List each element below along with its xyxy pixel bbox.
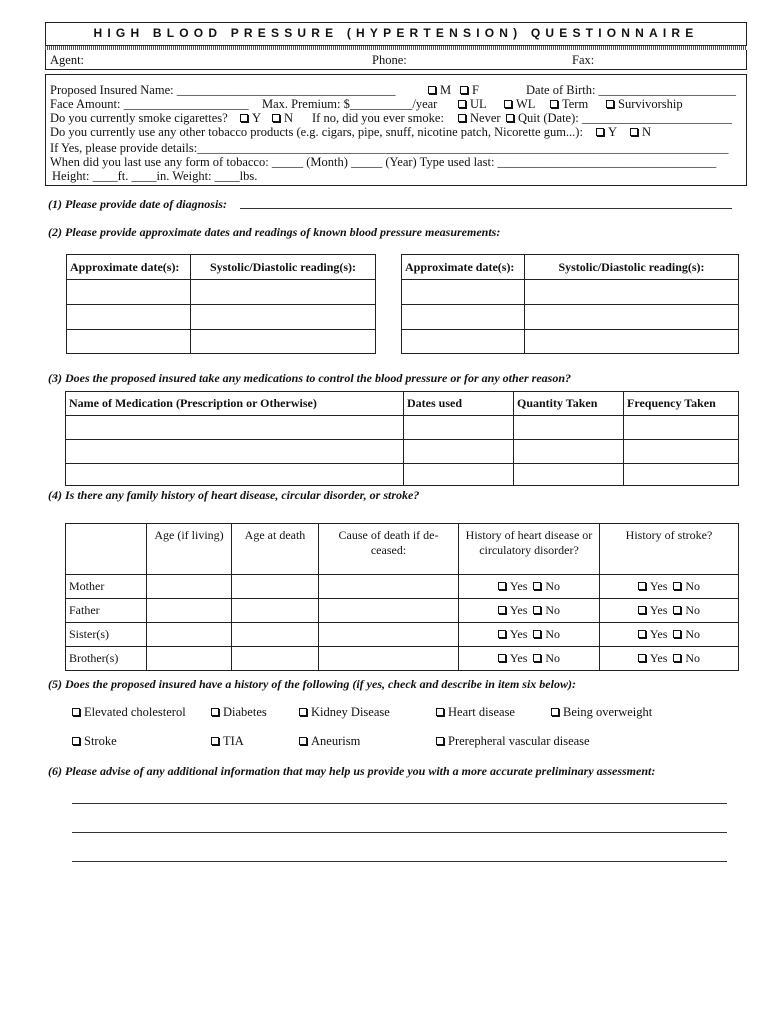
diagnosis-date-line[interactable] — [240, 208, 732, 209]
bp-date-header: Approximate date(s): — [67, 255, 191, 280]
med-cell[interactable] — [624, 440, 739, 464]
checkbox-icon — [240, 114, 248, 122]
bp-cell[interactable] — [67, 280, 191, 305]
checkbox-icon — [638, 582, 646, 590]
never-option[interactable]: Never — [458, 111, 501, 126]
checkbox-icon — [460, 86, 468, 94]
bp-cell[interactable] — [191, 330, 376, 354]
condition-diabetes[interactable]: Diabetes — [211, 705, 267, 720]
checkbox-icon — [498, 630, 506, 638]
checkbox-icon — [498, 606, 506, 614]
checkbox-icon — [436, 708, 444, 716]
family-cell[interactable] — [319, 623, 459, 647]
checkbox-icon — [498, 654, 506, 662]
checkbox-icon — [533, 654, 541, 662]
age-living-header: Age (if living) — [147, 524, 232, 575]
family-cell[interactable] — [147, 599, 232, 623]
fax-field[interactable]: Fax: — [572, 53, 595, 67]
med-name-header: Name of Medication (Prescription or Otherwise) — [66, 392, 404, 416]
med-cell[interactable] — [624, 464, 739, 486]
details-field[interactable]: If Yes, please provide details:_____________________________________________________________________________________ — [50, 141, 729, 155]
condition-vascular[interactable]: Prerepheral vascular disease — [436, 734, 590, 749]
smoke-question: Do you currently smoke cigarettes? — [50, 111, 228, 125]
bp-cell[interactable] — [67, 305, 191, 330]
sex-f-option[interactable]: F — [460, 83, 479, 98]
stroke-yes-no[interactable]: Yes No — [600, 599, 739, 623]
table-row — [66, 647, 739, 671]
insured-info-box — [45, 74, 747, 186]
checkbox-icon — [272, 114, 280, 122]
condition-aneurism[interactable]: Aneurism — [299, 734, 360, 749]
phone-field[interactable]: Phone: — [372, 53, 407, 67]
checkbox-icon — [673, 582, 681, 590]
family-cell[interactable] — [232, 647, 319, 671]
condition-tia[interactable]: TIA — [211, 734, 244, 749]
heart-yes-no[interactable]: Yes No — [459, 623, 600, 647]
bp-date-header: Approximate date(s): — [402, 255, 525, 280]
question-1: (1) Please provide date of diagnosis: — [48, 197, 227, 211]
med-cell[interactable] — [514, 440, 624, 464]
medication-table — [65, 391, 739, 486]
checkbox-icon — [673, 606, 681, 614]
checkbox-icon — [211, 708, 219, 716]
family-member-label: Brother(s) — [66, 647, 147, 671]
additional-info-line-2[interactable] — [72, 832, 727, 833]
height-weight-field[interactable]: Height: ____ft. ____in. Weight: ____lbs. — [52, 169, 258, 183]
checkbox-icon — [551, 708, 559, 716]
stroke-yes-no[interactable]: Yes No — [600, 575, 739, 599]
ever-smoke-question: If no, did you ever smoke: — [312, 111, 444, 125]
checkbox-icon — [504, 100, 512, 108]
checkbox-icon — [299, 737, 307, 745]
bp-cell[interactable] — [402, 280, 525, 305]
insured-name-field[interactable]: Proposed Insured Name: ___________________________________ — [50, 83, 396, 97]
bp-cell[interactable] — [402, 305, 525, 330]
med-cell[interactable] — [66, 440, 404, 464]
bp-cell[interactable] — [402, 330, 525, 354]
bp-cell[interactable] — [191, 280, 376, 305]
condition-cholesterol[interactable]: Elevated cholesterol — [72, 705, 186, 720]
plan-wl-option[interactable]: WL — [504, 97, 535, 112]
table-row — [66, 599, 739, 623]
heart-yes-no[interactable]: Yes No — [459, 599, 600, 623]
checkbox-icon — [533, 606, 541, 614]
checkbox-icon — [299, 708, 307, 716]
question-5: (5) Does the proposed insured have a history of the following (if yes, check and describe in item six below): — [48, 677, 576, 691]
med-dates-header: Dates used — [404, 392, 514, 416]
family-cell[interactable] — [232, 575, 319, 599]
med-cell[interactable] — [624, 416, 739, 440]
med-cell[interactable] — [404, 440, 514, 464]
sex-m-option[interactable]: M — [428, 83, 451, 98]
med-cell[interactable] — [404, 464, 514, 486]
dob-field[interactable]: Date of Birth: ______________________ — [526, 83, 737, 97]
checkbox-icon — [506, 114, 514, 122]
additional-info-line-1[interactable] — [72, 803, 727, 804]
condition-kidney[interactable]: Kidney Disease — [299, 705, 390, 720]
med-quantity-header: Quantity Taken — [514, 392, 624, 416]
checkbox-icon — [533, 630, 541, 638]
bp-cell[interactable] — [525, 305, 739, 330]
question-3: (3) Does the proposed insured take any medications to control the blood pressure or for any other reason? — [48, 371, 572, 385]
bp-reading-header: Systolic/Diastolic reading(s): — [525, 255, 739, 280]
med-cell[interactable] — [404, 416, 514, 440]
bp-table-right — [401, 254, 739, 354]
checkbox-icon — [673, 630, 681, 638]
additional-info-line-3[interactable] — [72, 861, 727, 862]
checkbox-icon — [533, 582, 541, 590]
checkbox-icon — [428, 86, 436, 94]
family-cell[interactable] — [232, 623, 319, 647]
bp-reading-header: Systolic/Diastolic reading(s): — [191, 255, 376, 280]
title-bar — [45, 22, 747, 46]
stroke-yes-no[interactable]: Yes No — [600, 647, 739, 671]
plan-survivorship-option[interactable]: Survivorship — [606, 97, 683, 112]
checkbox-icon — [498, 582, 506, 590]
plan-term-option[interactable]: Term — [550, 97, 588, 112]
face-amount-field[interactable]: Face Amount: ____________________ — [50, 97, 249, 111]
tobacco-no-option[interactable]: N — [630, 125, 651, 140]
med-cell[interactable] — [66, 416, 404, 440]
family-cell[interactable] — [319, 575, 459, 599]
smoke-yes-option[interactable]: Y — [240, 111, 261, 126]
family-cell[interactable] — [147, 647, 232, 671]
family-history-table — [65, 523, 739, 671]
checkbox-icon — [436, 737, 444, 745]
checkbox-icon — [638, 654, 646, 662]
checkbox-icon — [638, 630, 646, 638]
family-member-label: Father — [66, 599, 147, 623]
table-row — [66, 575, 739, 599]
stroke-yes-no[interactable]: Yes No — [600, 623, 739, 647]
checkbox-icon — [673, 654, 681, 662]
family-member-label: Mother — [66, 575, 147, 599]
last-use-field[interactable]: When did you last use any form of tobacco: _____ (Month) _____ (Year) Type used last: ___________________________________ — [50, 155, 717, 169]
question-4: (4) Is there any family history of heart disease, circular disorder, or stroke? — [48, 488, 420, 502]
heart-history-header: History of heart disease or circulatory disorder? — [459, 524, 600, 575]
max-premium-field[interactable]: Max. Premium: $__________/year — [262, 97, 438, 111]
family-cell[interactable] — [232, 599, 319, 623]
bp-cell[interactable] — [191, 305, 376, 330]
question-2: (2) Please provide approximate dates and readings of known blood pressure measurements: — [48, 225, 501, 239]
checkbox-icon — [458, 114, 466, 122]
family-cell[interactable] — [147, 623, 232, 647]
med-cell[interactable] — [514, 464, 624, 486]
med-cell[interactable] — [514, 416, 624, 440]
checkbox-icon — [211, 737, 219, 745]
smoke-no-option[interactable]: N — [272, 111, 293, 126]
checkbox-icon — [458, 100, 466, 108]
heart-yes-no[interactable]: Yes No — [459, 647, 600, 671]
family-cell[interactable] — [147, 575, 232, 599]
stroke-history-header: History of stroke? — [600, 524, 739, 575]
checkbox-icon — [638, 606, 646, 614]
condition-overweight[interactable]: Being overweight — [551, 705, 652, 720]
family-member-label: Sister(s) — [66, 623, 147, 647]
condition-heart[interactable]: Heart disease — [436, 705, 515, 720]
family-blank-header — [66, 524, 147, 575]
checkbox-icon — [630, 128, 638, 136]
family-cell[interactable] — [319, 647, 459, 671]
condition-stroke[interactable]: Stroke — [72, 734, 117, 749]
agent-field[interactable]: Agent: — [50, 53, 85, 67]
bp-cell[interactable] — [67, 330, 191, 354]
question-6: (6) Please advise of any additional information that may help us provide you with a more accurate preliminary assessment: — [48, 764, 656, 778]
bp-cell[interactable] — [525, 330, 739, 354]
plan-ul-option[interactable]: UL — [458, 97, 487, 112]
checkbox-icon — [72, 708, 80, 716]
checkbox-icon — [596, 128, 604, 136]
family-cell[interactable] — [319, 599, 459, 623]
table-row — [66, 623, 739, 647]
bp-cell[interactable] — [525, 280, 739, 305]
bp-table-left — [66, 254, 376, 354]
checkbox-icon — [606, 100, 614, 108]
cause-death-header: Cause of death if de-ceased: — [319, 524, 459, 575]
form-title: HIGH BLOOD PRESSURE (HYPERTENSION) QUESTIONNAIRE — [93, 26, 699, 40]
age-death-header: Age at death — [232, 524, 319, 575]
med-frequency-header: Frequency Taken — [624, 392, 739, 416]
tobacco-yes-option[interactable]: Y — [596, 125, 617, 140]
med-cell[interactable] — [66, 464, 404, 486]
agent-row — [45, 50, 747, 70]
quit-option[interactable]: Quit (Date): ________________________ — [506, 111, 732, 126]
checkbox-icon — [72, 737, 80, 745]
checkbox-icon — [550, 100, 558, 108]
tobacco-question: Do you currently use any other tobacco products (e.g. cigars, pipe, snuff, nicotine patch, Nicorette gum...): — [50, 125, 583, 139]
heart-yes-no[interactable]: Yes No — [459, 575, 600, 599]
